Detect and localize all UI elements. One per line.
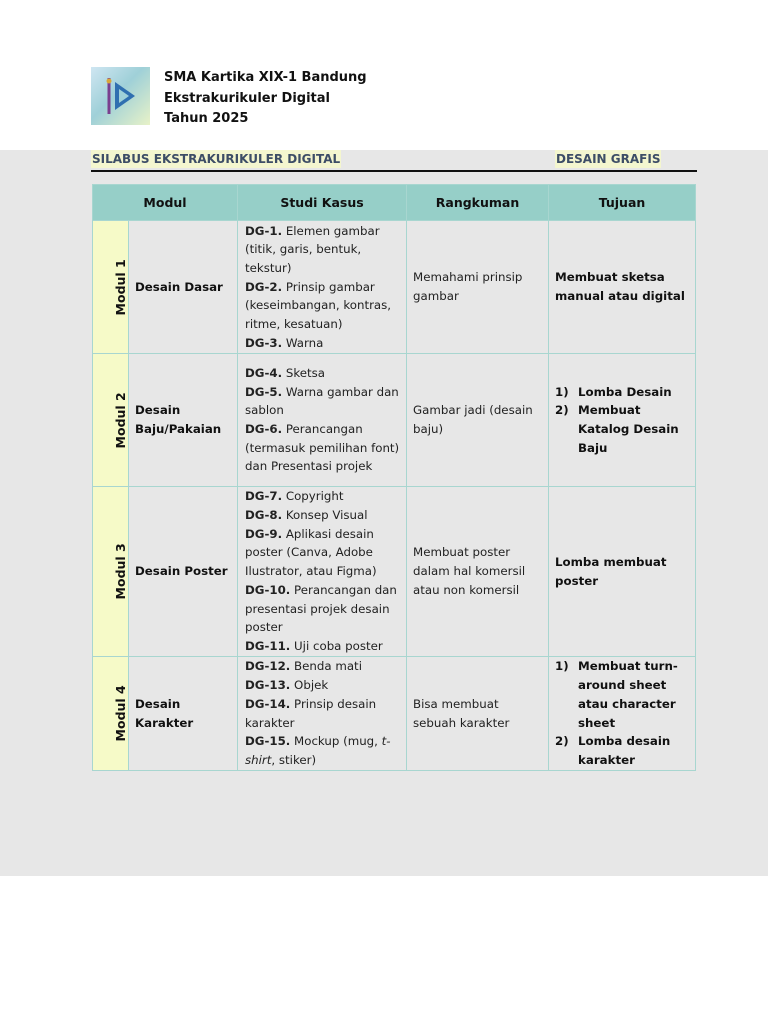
table-row	[93, 354, 696, 487]
case-item: DG-2. Prinsip gambar (keseimbangan, kontras, ritme, kesatuan)	[245, 279, 392, 332]
module-number: Modul 4	[112, 685, 128, 742]
header-rangkuman: Rangkuman	[407, 185, 549, 221]
table-row	[93, 487, 696, 657]
case-item: DG-10. Perancangan dan presentasi projek desain poster	[245, 582, 397, 635]
case-study-cell	[238, 354, 407, 487]
goal-item: 2) Membuat Katalog Desain Baju	[555, 403, 679, 455]
case-item: DG-13. Objek	[245, 678, 329, 693]
case-item: DG-7. Copyright	[245, 489, 344, 504]
module-number: Modul 2	[112, 391, 128, 449]
syllabus-subject: DESAIN GRAFIS	[556, 152, 661, 166]
program-name: Ekstrakurikuler Digital	[164, 90, 330, 106]
goal-cell	[549, 657, 696, 771]
module-number-cell	[93, 221, 129, 354]
table-header-row	[93, 185, 696, 221]
syllabus-title-row	[91, 150, 697, 172]
module-name: Desain Poster	[129, 487, 238, 657]
case-study-cell	[238, 487, 407, 657]
case-item: DG-6. Perancangan (termasuk pemilihan font) dan Presentasi projek	[245, 422, 400, 474]
case-study-cell	[238, 657, 407, 771]
case-item: DG-15. Mockup (mug, t-shirt, stiker)	[245, 734, 391, 767]
goal-list	[555, 657, 689, 769]
summary-cell: Memahami prinsip gambar	[407, 221, 549, 354]
case-item: DG-12. Benda mati	[245, 659, 362, 674]
goal-list	[555, 383, 689, 458]
case-item: DG-14. Prinsip desain karakter	[245, 696, 377, 730]
table-row	[93, 221, 696, 354]
syllabus-table	[92, 184, 696, 771]
module-number: Modul 3	[112, 543, 128, 600]
syllabus-title: SILABUS EKSTRAKURIKULER DIGITAL	[92, 152, 341, 166]
module-name: Desain Dasar	[129, 221, 238, 354]
header-modul: Modul	[93, 185, 238, 221]
table-row	[93, 657, 696, 771]
module-number-cell	[93, 657, 129, 771]
play-arrow-logo-icon	[91, 67, 150, 125]
module-number-cell	[93, 354, 129, 487]
case-item: DG-1. Elemen gambar (titik, garis, bentuk, tekstur)	[245, 223, 380, 275]
school-info	[164, 68, 367, 130]
summary-cell: Membuat poster dalam hal komersil atau non komersil	[407, 487, 549, 657]
summary-cell: Bisa membuat sebuah karakter	[407, 657, 549, 771]
module-name: Desain Karakter	[129, 657, 238, 771]
case-item: DG-4. Sketsa	[245, 365, 325, 380]
header-studi-kasus: Studi Kasus	[238, 185, 407, 221]
goal-item: 1) Membuat turn-around sheet atau character sheet	[555, 659, 678, 730]
summary-cell: Gambar jadi (desain baju)	[407, 354, 549, 487]
module-number: Modul 1	[112, 258, 128, 316]
case-item: DG-11. Uji coba poster	[245, 638, 383, 653]
header-tujuan: Tujuan	[549, 185, 696, 221]
case-item: DG-8. Konsep Visual	[245, 508, 368, 523]
case-item: DG-3. Warna	[245, 335, 324, 350]
case-item: DG-9. Aplikasi desain poster (Canva, Adobe Ilustrator, atau Figma)	[245, 526, 377, 579]
module-number-cell	[93, 487, 129, 657]
year-label: Tahun 2025	[164, 111, 249, 126]
case-item: DG-5. Warna gambar dan sablon	[245, 384, 399, 418]
goal-cell: Lomba membuat poster	[549, 487, 696, 657]
goal-item: 2) Lomba desain karakter	[555, 734, 671, 767]
goal-cell	[549, 354, 696, 487]
case-study-cell	[238, 221, 407, 354]
goal-item: 1) Lomba Desain	[555, 384, 672, 399]
goal-cell: Membuat sketsa manual atau digital	[549, 221, 696, 354]
module-name: Desain Baju/Pakaian	[129, 354, 238, 487]
document-header	[91, 67, 367, 130]
school-name: SMA Kartika XIX-1 Bandung	[164, 70, 367, 85]
